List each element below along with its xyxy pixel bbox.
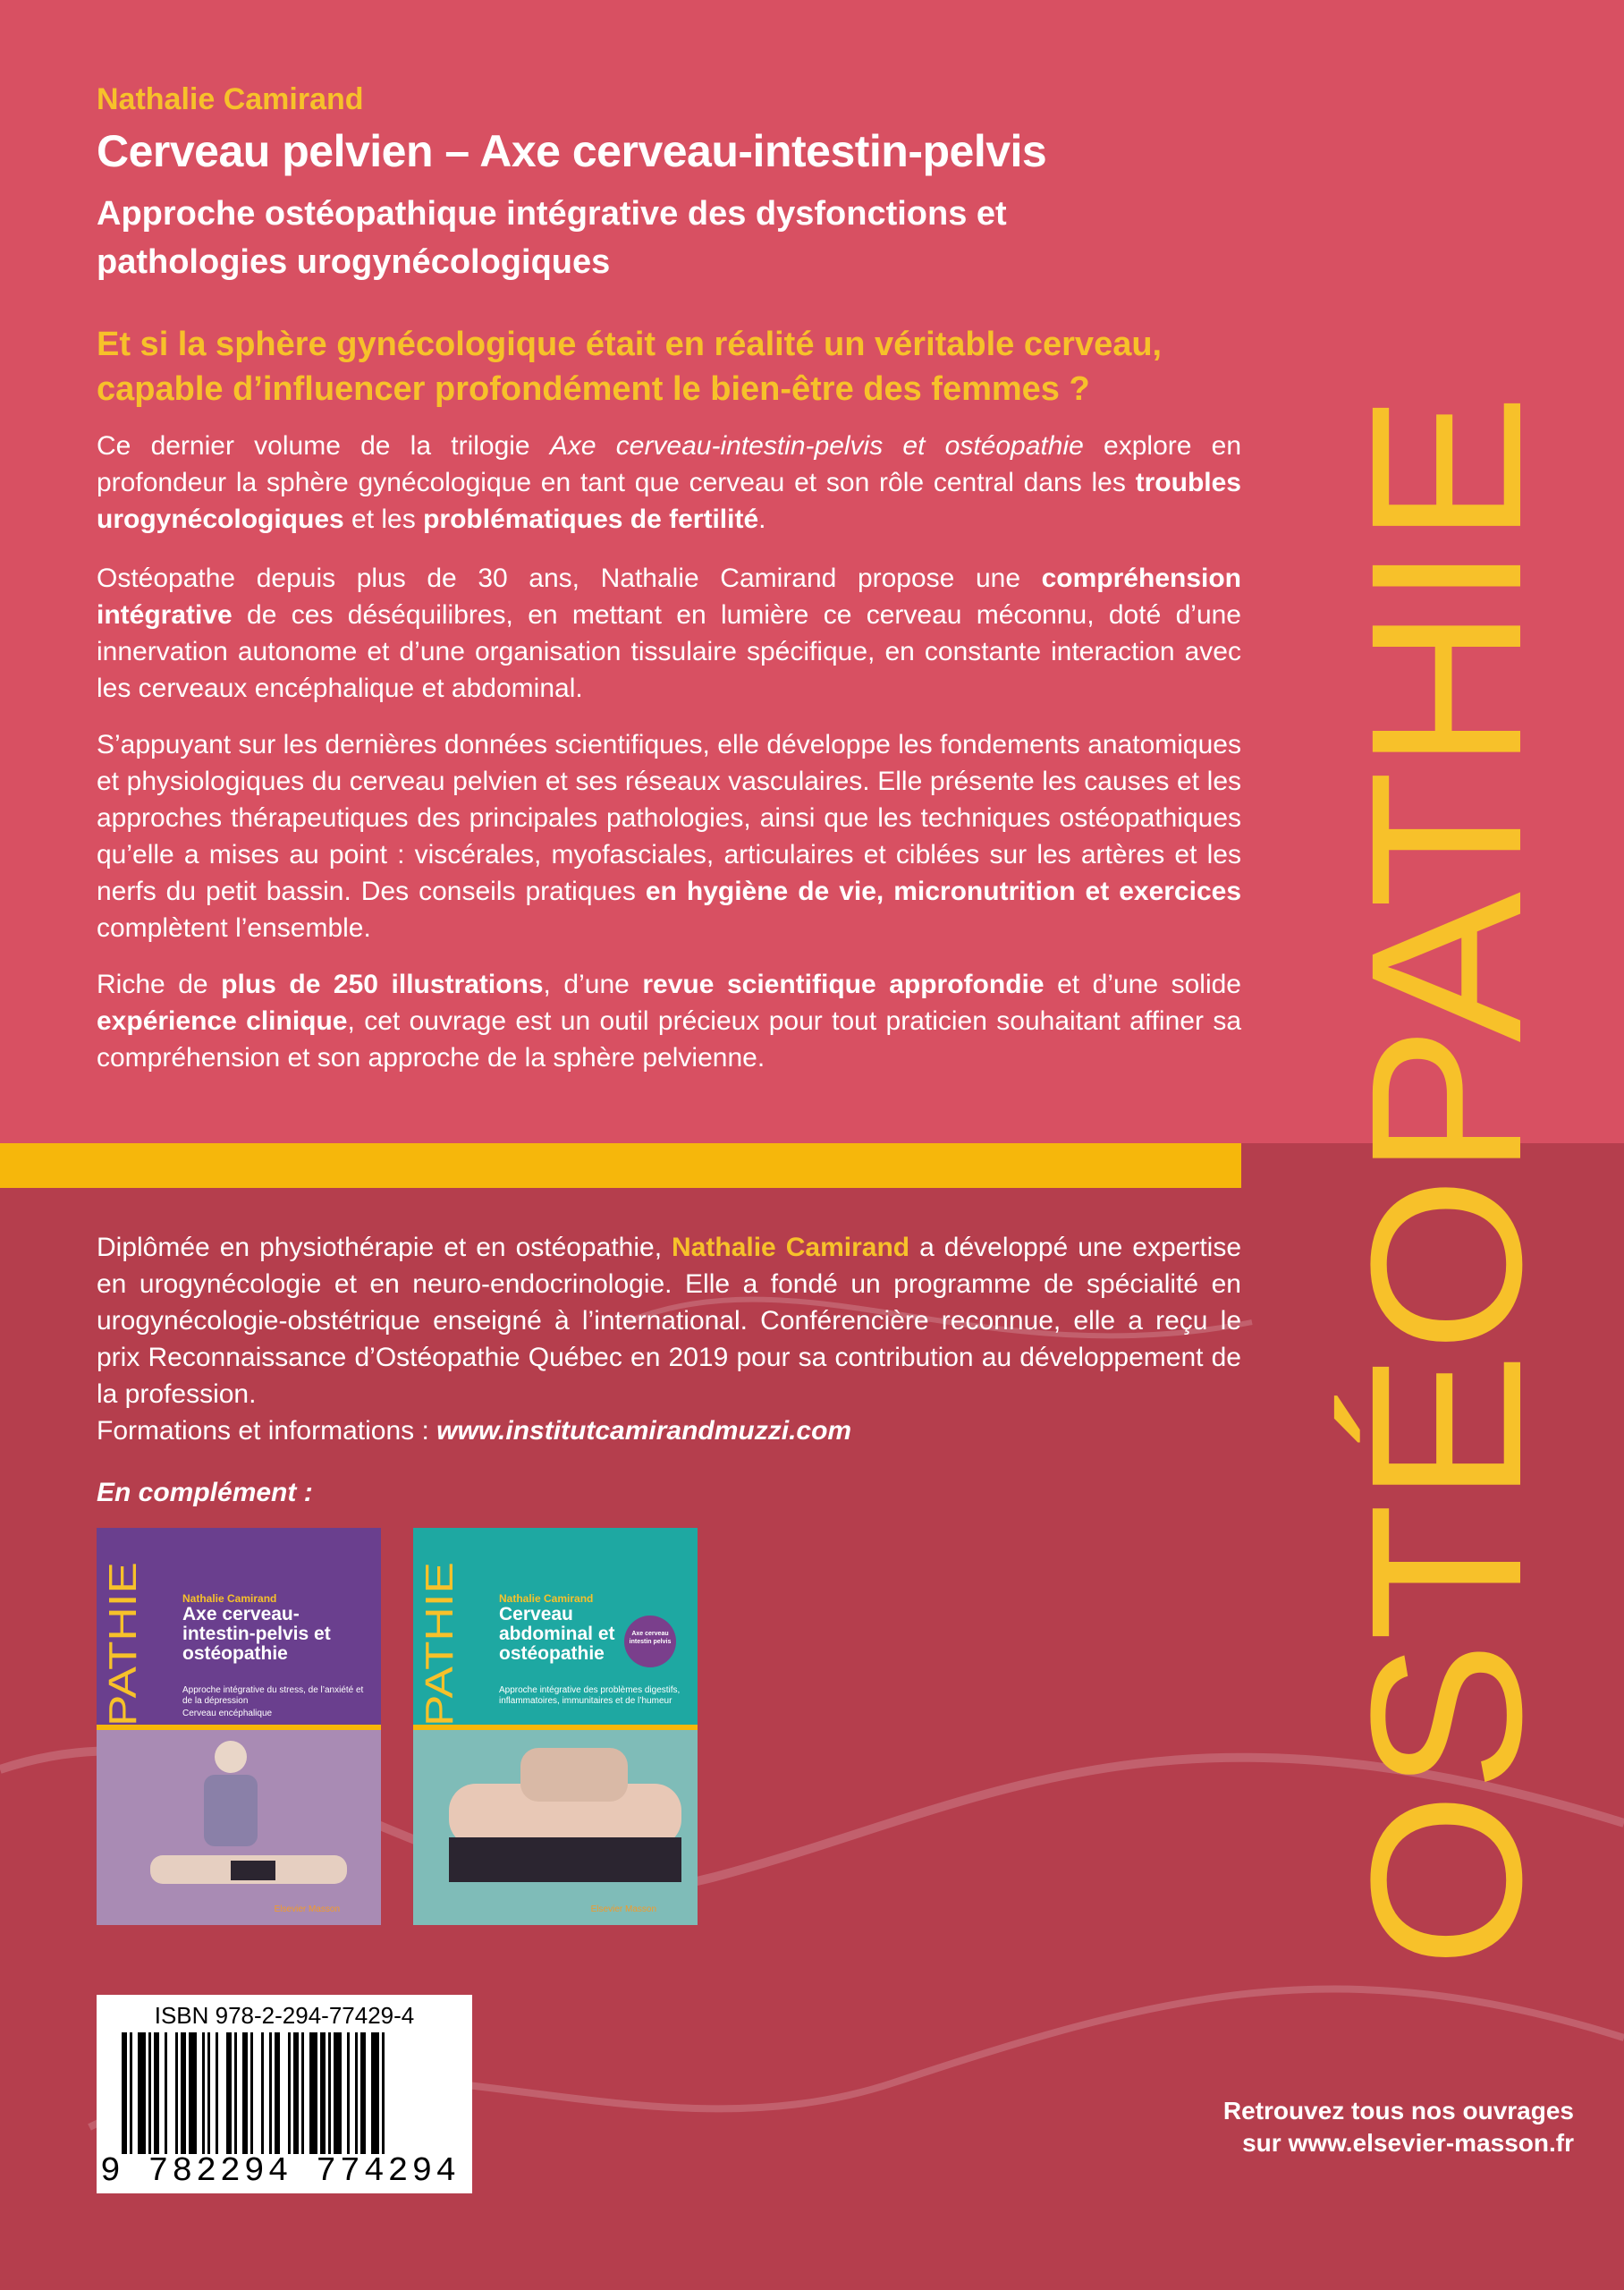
- book1-title: Axe cerveau-intestin-pelvis et ostéopathie: [182, 1604, 331, 1664]
- book-subtitle: Approche ostéopathique intégrative des dysfonctions et pathologies urogynécologiques: [97, 195, 1007, 281]
- isbn-text: ISBN 978-2-294-77429-4: [154, 2002, 415, 2029]
- book1-author: Nathalie Camirand: [182, 1592, 277, 1605]
- barcode-bars: [122, 2032, 454, 2154]
- publisher-footer: [1073, 2095, 1574, 2159]
- book1-photo: [97, 1730, 381, 1925]
- related-book-cover-1[interactable]: [97, 1528, 381, 1925]
- series-vertical-title: [1326, 376, 1566, 1986]
- series-title-text: OSTÉOPATHIE: [1326, 472, 1566, 1968]
- paragraph-content: S’appuyant sur les dernières données scientifiques, elle développe les fondements anatomiques et physiologiques du cerveau pelvien et ses réseaux vasculaires. Elle présente les causes et les approches thérapeutiques des principales pathologies, ainsi que les techniques ostéopathiques qu’elle a mises au point : viscérales, myofasciales, articulaires et ciblées sur les artères et les nerfs du petit bassin. Des conseils pratiques en hygiène de vie, micronutrition et exercices complètent l’ensemble.: [97, 730, 1242, 943]
- website-link[interactable]: www.institutcamirandmuzzi.com: [436, 1416, 852, 1446]
- book1-subtitle-2: Cerveau encéphalique: [182, 1709, 273, 1718]
- author-name: Nathalie Camirand: [97, 82, 364, 116]
- isbn-barcode: [97, 1995, 472, 2193]
- book2-publisher: Elsevier Masson: [590, 1904, 656, 1914]
- book-title: Cerveau pelvien – Axe cerveau-intestin-pelvis: [97, 126, 1047, 176]
- yellow-band: [0, 1143, 1241, 1188]
- barcode-number: 9 782294 774294: [100, 2152, 461, 2191]
- paragraph-summary: Riche de plus de 250 illustrations, d’une revue scientifique approfondie et d’une solide expérience clinique, cet ouvrage est un outil précieux pour tout praticien souhaitant affiner sa compréhension et son approche de la sphère pelvienne.: [97, 970, 1242, 1073]
- book2-badge: Axe cerveau intestin pelvis: [624, 1616, 676, 1667]
- footer-line-1: Retrouvez tous nos ouvrages: [1222, 2097, 1574, 2125]
- complement-label: En complément :: [97, 1478, 313, 1507]
- book2-title: Cerveau abdominal et ostéopathie: [499, 1604, 615, 1664]
- related-book-cover-2[interactable]: [413, 1528, 698, 1925]
- book2-subtitle: Approche intégrative des problèmes digestifs, inflammatoires, immunitaires et de l’humeur: [499, 1685, 681, 1706]
- paragraph-approach: Ostéopathe depuis plus de 30 ans, Nathalie Camirand propose une compréhension intégrative de ces déséquilibres, en mettant en lumière ce cerveau méconnu, doté d’une innervation autonome et d’une organisation tissulaire spécifique, en constante interaction avec les cerveaux encéphalique et abdominal.: [97, 564, 1241, 703]
- hook-question: Et si la sphère gynécologique était en réalité un véritable cerveau, capable d’influencer profondément le bien-être des femmes ?: [97, 326, 1163, 408]
- book2-author: Nathalie Camirand: [499, 1592, 594, 1605]
- book2-photo: [413, 1730, 698, 1925]
- author-bio: Diplômée en physiothérapie et en ostéopathie, Nathalie Camirand a développé une expertise en urogynécologie et en neuro-endocrinologie. Elle a fondé un programme de spécialité en urogynécologie-obstétrique enseigné à l’international. Conférencière reconnue, elle a reçu le prix Reconnaissance d’Ostéopathie Québec en 2019 pour sa contribution au développement de la profession. Formations et informations : www.institutcamirandmuzzi.com: [97, 1233, 1241, 1446]
- footer-line-2[interactable]: sur www.elsevier-masson.fr: [1242, 2129, 1574, 2157]
- paragraph-intro: Ce dernier volume de la trilogie Axe cerveau-intestin-pelvis et ostéopathie explore en profondeur la sphère gynécologique en tant que cerveau et son rôle central dans les troubles urogynécologiques et les problématiques de fertilité.: [97, 431, 1242, 534]
- book1-publisher: Elsevier Masson: [274, 1904, 340, 1914]
- book1-subtitle: Approche intégrative du stress, de l’anxiété et de la dépression: [182, 1685, 364, 1706]
